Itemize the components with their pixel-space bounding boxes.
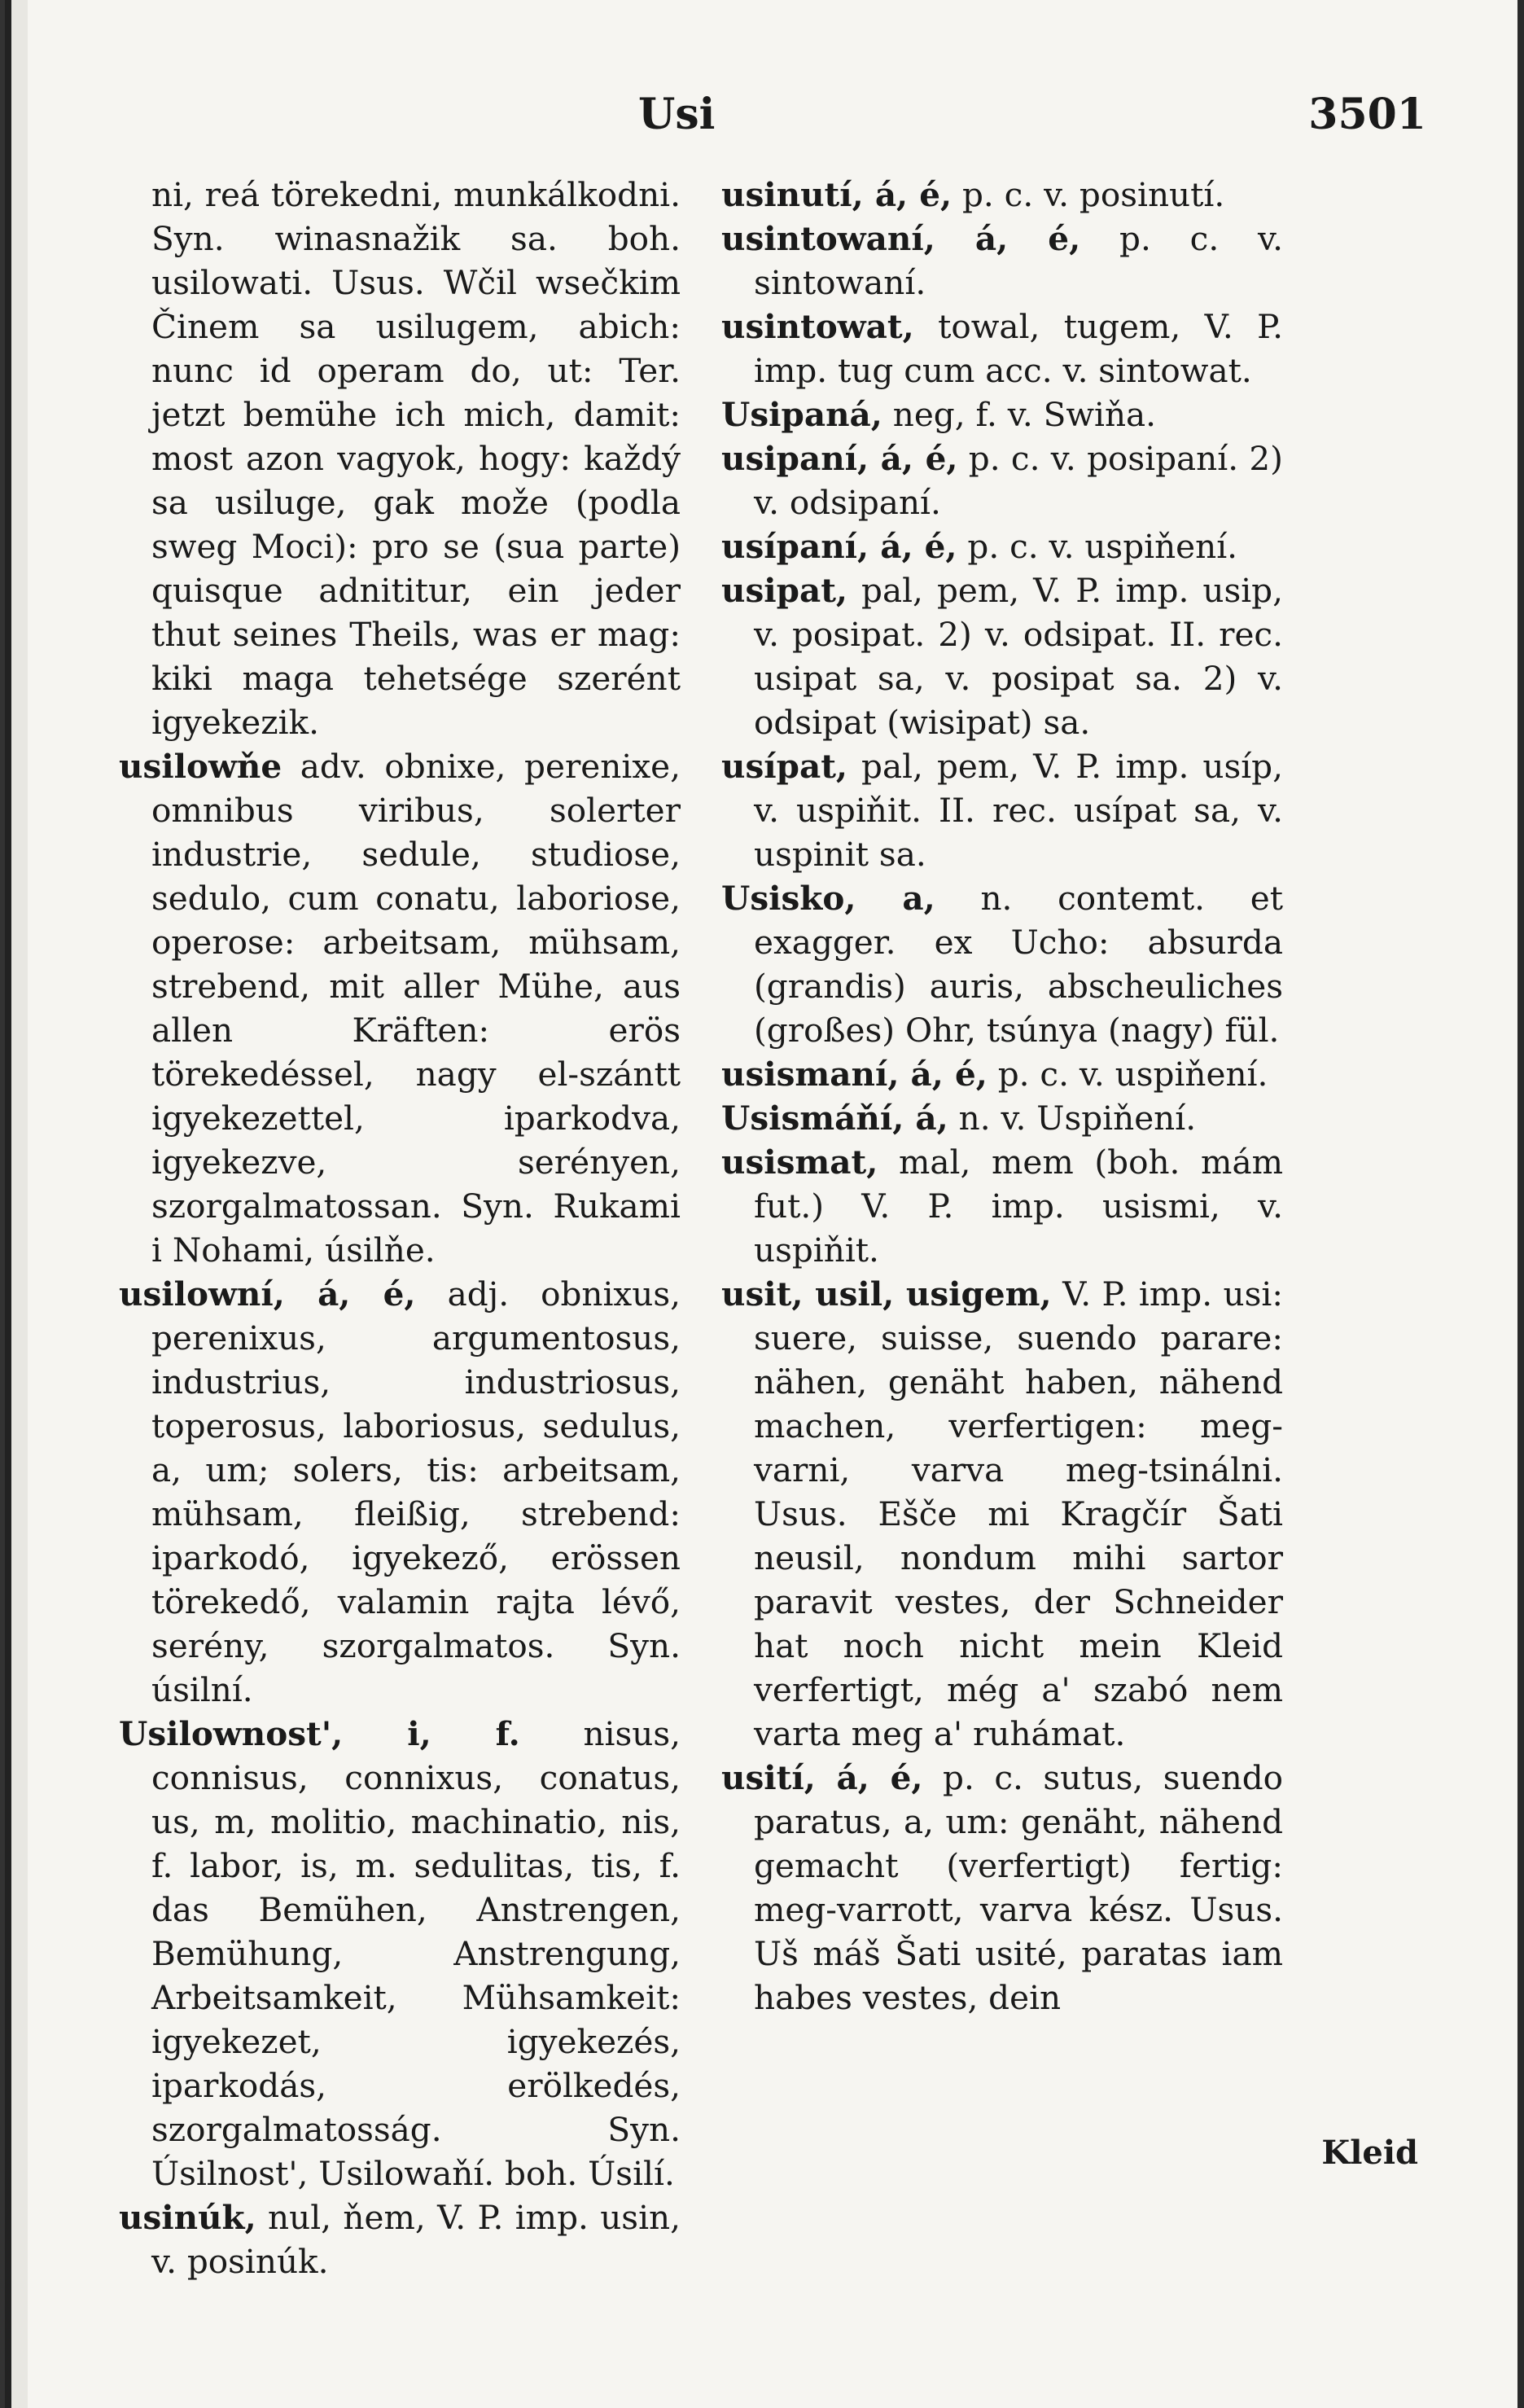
entry-usipani: usipaní, á, é, p. c. v. posipaní. 2) v. odsipaní.	[721, 439, 1283, 522]
headword: usintowaní, á, é,	[721, 219, 1081, 258]
headword: usilowňe	[119, 747, 282, 786]
entry-usipat: usipat, pal, pem, V. P. imp. usip, v. posipat. 2) v. odsipat. II. rec. usipat sa, v. posipat sa. 2) v. odsipat (wisipat) sa.	[721, 571, 1283, 742]
headword: usinutí, á, é,	[721, 175, 952, 214]
headword: usismaní, á, é,	[721, 1055, 988, 1094]
headword: usipaní, á, é,	[721, 439, 958, 478]
entry-usintowani: usintowaní, á, é, p. c. v. sintowaní.	[721, 219, 1283, 302]
running-head: Usi	[638, 90, 716, 139]
headword: usití, á, é,	[721, 1758, 923, 1797]
left-column	[119, 173, 681, 2283]
page-edge	[1517, 0, 1524, 2408]
headword: usinúk,	[119, 2198, 256, 2237]
entry-usipat-2: usípat, pal, pem, V. P. imp. usíp, v. uspiňit. II. rec. usípat sa, v. uspinit sa.	[721, 747, 1283, 874]
entry-usiti: usití, á, é, p. c. sutus, suendo paratus, a, um: genäht, nähend gemacht (verfertigt) fertig: meg-varrott, varva kész. Usus. Uš máš Šati usité, paratas iam habes vestes, dein	[721, 1758, 1284, 2017]
entry-usit: usit, usil, usigem, V. P. imp. usi: suere, suisse, suendo parare: nähen, genäht haben, nähend machen, verfertigen: meg-varni, varva meg-tsinálni. Usus. Ešče mi Kragčír Šati neusil, nondum mihi sartor paravit vestes, der Schneider hat noch nicht mein Kleid verfertigt, még a' szabó nem varta meg a' ruhámat.	[721, 1274, 1284, 1753]
entry-usintowat: usintowat, towal, tugem, V. P. imp. tug cum acc. v. sintowat.	[721, 307, 1283, 390]
entry-usismani-noun: Usismáňí, á, n. v. Uspiňení.	[721, 1099, 1197, 1138]
entry-usilowne: usilowňe adv. obnixe, perenixe, omnibus viribus, solerter industrie, sedule, studiose, sedulo, cum conatu, laboriose, operose: arbeitsam, mühsam, strebend, mit aller Mühe, aus allen Kräften: erös törekedéssel, nagy el-szántt igyekezettel, iparkodva, igyekezve, serényen, szorgalmatossan. Syn. Rukami i Nohami, úsilňe.	[119, 747, 681, 1270]
entry-usipana: Usipaná, neg, f. v. Swiňa.	[721, 395, 1157, 434]
entry-usismani: usismaní, á, é, p. c. v. uspiňení.	[721, 1055, 1268, 1094]
headword: usipat,	[721, 571, 847, 610]
entry-continuation: ni, reá törekedni, munkálkodni. Syn. winasnažik sa. boh. usilowati. Usus. Wčil wsečkim Činem sa usilugem, abich: nunc id operam do, ut: Ter. jetzt bemühe ich mich, damit: most azon vagyok, hogy: každý sa usiluge, gak može (podla sweg Moci): pro se (sua parte) quisque adnititur, ein jeder thut seines Theils, was er mag: kiki maga tehetsége szerént igyekezik.	[151, 175, 681, 742]
page-header	[103, 90, 1426, 155]
right-column	[721, 173, 1283, 2020]
book-spine-edge	[5, 0, 28, 2408]
headword: usintowat,	[721, 307, 914, 346]
page-number: 3501	[1308, 90, 1426, 139]
headword: usípaní, á, é,	[721, 527, 957, 566]
headword: usismat,	[721, 1143, 878, 1182]
entry-usismat: usismat, mal, mem (boh. mám fut.) V. P. imp. usismi, v. uspiňit.	[721, 1143, 1283, 1270]
entry-usilowni: usilowní, á, é, adj. obnixus, perenixus, argumentosus, industrius, industriosus, toperosus, laboriosus, sedulus, a, um; solers, tis: arbeitsam, mühsam, fleißig, strebend: iparkodó, igyekező, erössen törekedő, valamin rajta lévő, serény, szorgalmatos. Syn. úsilní.	[119, 1274, 681, 1709]
headword: Usilownost', i, f.	[119, 1714, 520, 1753]
entry-usinuk: usinúk, nul, ňem, V. P. imp. usin, v. posinúk.	[119, 2198, 681, 2281]
headword: usit, usil, usigem,	[721, 1274, 1052, 1314]
headword: Usismáňí, á,	[721, 1099, 948, 1138]
catchword: Kleid	[1321, 2134, 1418, 2172]
entry-usipani-2: usípaní, á, é, p. c. v. uspiňení.	[721, 527, 1238, 566]
entry-usisko: Usisko, a, n. contemt. et exagger. ex Ucho: absurda (grandis) auris, abscheuliches (großes) Ohr, tsúnya (nagy) fül.	[721, 879, 1283, 1050]
entry-usilownost: Usilownost', i, f. nisus, connisus, connixus, conatus, us, m, molitio, machinatio, nis, f. labor, is, m. sedulitas, tis, f. das Bemühen, Anstrengen, Bemühung, Anstrengung, Arbeitsamkeit, Mühsamkeit: igyekezet, igyekezés, iparkodás, erölkedés, szorgalmatosság. Syn. Úsilnost', Usilowaňí. boh. Úsilí.	[119, 1714, 681, 2193]
headword: Usisko, a,	[721, 879, 935, 918]
headword: usilowní, á, é,	[119, 1274, 416, 1314]
headword: usípat,	[721, 747, 847, 786]
entry-usinuti: usinutí, á, é, p. c. v. posinutí.	[721, 175, 1225, 214]
headword: Usipaná,	[721, 395, 882, 434]
